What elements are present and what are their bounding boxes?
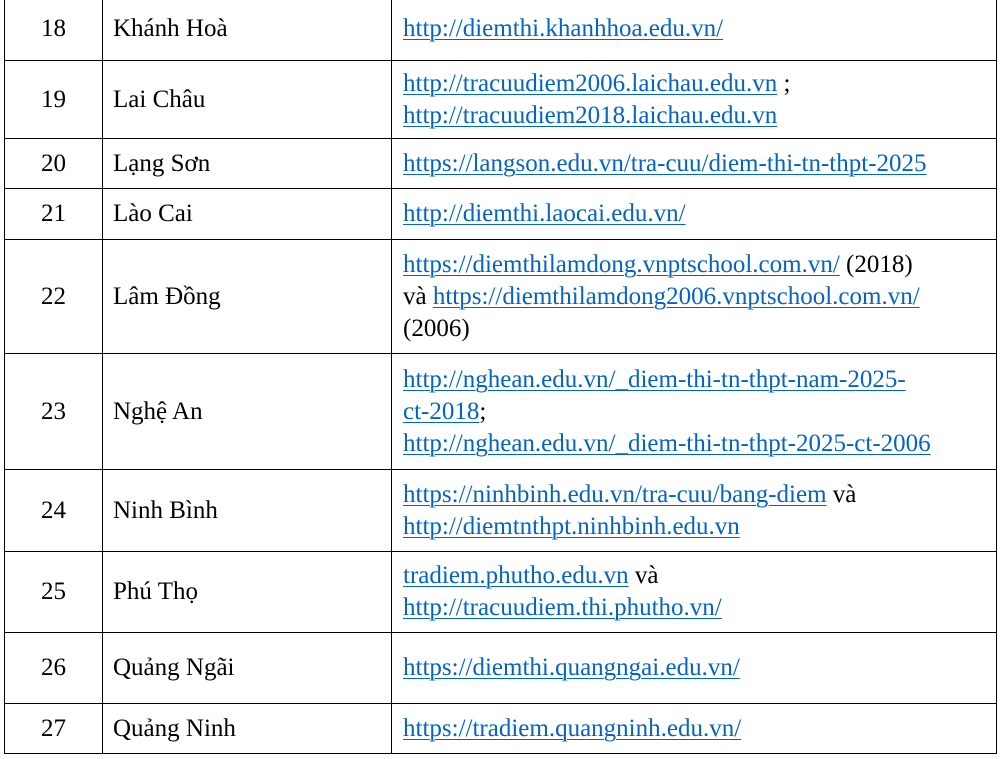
table-row [5, 189, 997, 240]
table-row [5, 470, 997, 552]
link-cell [392, 0, 997, 61]
link-cell [392, 354, 997, 470]
province-name: Ninh Bình [103, 470, 392, 552]
table-row [5, 354, 997, 470]
province-name: Lâm Đồng [103, 240, 392, 354]
separator-text: và [826, 480, 857, 508]
province-name: Nghệ An [103, 354, 392, 470]
lookup-link[interactable]: http://diemthi.khanhhoa.edu.vn/ [403, 15, 724, 42]
row-number: 25 [5, 552, 103, 633]
lookup-link[interactable]: tradiem.phutho.edu.vn [403, 562, 629, 589]
table-row [5, 240, 997, 354]
lookup-link[interactable]: https://diemthi.quangngai.edu.vn/ [403, 654, 740, 681]
lookup-link[interactable]: http://nghean.edu.vn/_diem-thi-tn-thpt-nam-2025- [403, 365, 906, 393]
row-number: 22 [5, 240, 103, 354]
link-cell [392, 633, 997, 704]
link-cell [392, 552, 997, 633]
separator-text: ; [479, 397, 487, 425]
province-name: Khánh Hoà [103, 0, 392, 61]
lookup-link[interactable]: http://nghean.edu.vn/_diem-thi-tn-thpt-2025-ct-2006 [403, 429, 931, 457]
province-name: Phú Thọ [103, 552, 392, 633]
province-name: Quảng Ngãi [103, 633, 392, 704]
lookup-link[interactable]: https://tradiem.quangninh.edu.vn/ [403, 714, 742, 742]
note-text: (2018) [839, 250, 913, 278]
row-number: 23 [5, 354, 103, 470]
province-name: Quảng Ninh [103, 704, 392, 754]
lookup-link[interactable]: http://tracuudiem.thi.phutho.vn/ [403, 594, 722, 621]
score-lookup-table [4, 0, 997, 754]
link-cell [392, 240, 997, 354]
province-name: Lai Châu [103, 61, 392, 139]
table-row [5, 704, 997, 754]
lookup-link[interactable]: ct-2018 [403, 397, 480, 425]
province-name: Lào Cai [103, 189, 392, 240]
lookup-link[interactable]: http://diemthi.laocai.edu.vn/ [403, 200, 686, 227]
lookup-link[interactable]: http://diemtnthpt.ninhbinh.edu.vn [403, 512, 740, 540]
table-row [5, 139, 997, 189]
table-row [5, 633, 997, 704]
lookup-link[interactable]: https://ninhbinh.edu.vn/tra-cuu/bang-diem [403, 480, 827, 508]
province-name: Lạng Sơn [103, 139, 392, 189]
row-number: 19 [5, 61, 103, 139]
link-cell [392, 704, 997, 754]
row-number: 27 [5, 704, 103, 754]
separator-text: ; [777, 69, 791, 97]
table-row [5, 552, 997, 633]
row-number: 18 [5, 0, 103, 61]
separator-text: và [628, 562, 659, 589]
table-row [5, 0, 997, 61]
table-row [5, 61, 997, 139]
lookup-link[interactable]: https://langson.edu.vn/tra-cuu/diem-thi-tn-thpt-2025 [403, 149, 927, 177]
lookup-link[interactable]: https://diemthilamdong.vnptschool.com.vn/ [403, 250, 840, 278]
separator-text: và [403, 282, 433, 310]
link-cell [392, 139, 997, 189]
lookup-link[interactable]: https://diemthilamdong2006.vnptschool.com.vn/ [432, 282, 920, 310]
lookup-link[interactable]: http://tracuudiem2018.laichau.edu.vn [403, 101, 778, 129]
link-cell [392, 189, 997, 240]
row-number: 26 [5, 633, 103, 704]
lookup-link[interactable]: http://tracuudiem2006.laichau.edu.vn [403, 69, 778, 97]
row-number: 20 [5, 139, 103, 189]
link-cell [392, 61, 997, 139]
link-cell [392, 470, 997, 552]
row-number: 24 [5, 470, 103, 552]
row-number: 21 [5, 189, 103, 240]
note-text: (2006) [403, 314, 470, 342]
